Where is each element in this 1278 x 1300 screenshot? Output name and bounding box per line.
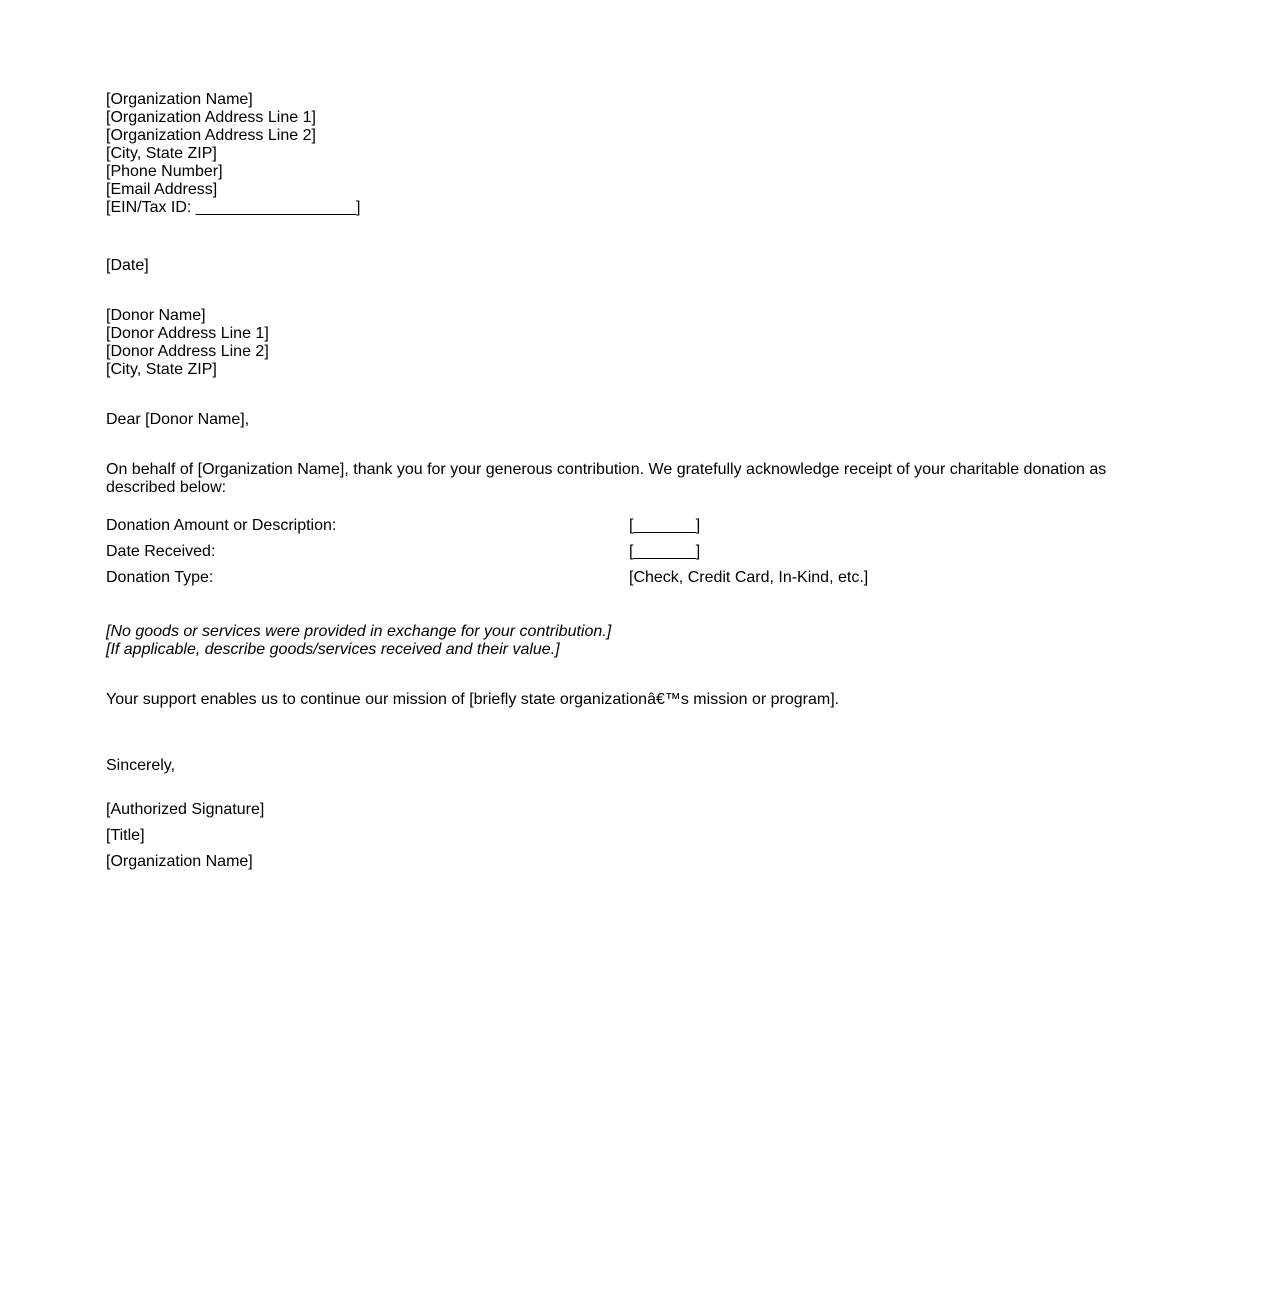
notes-block bbox=[106, 623, 611, 659]
sender-city-state-zip: [City, State ZIP] bbox=[106, 145, 217, 162]
sender-org-name: [Organization Name] bbox=[106, 91, 253, 108]
detail-label: Donation Type: bbox=[106, 569, 214, 586]
mission-paragraph: Your support enables us to continue our mission of [briefly state organizationâ€™s mission or program]. bbox=[106, 691, 840, 708]
note-no-goods: [No goods or services were provided in exchange for your contribution.] bbox=[106, 623, 612, 640]
donation-details bbox=[106, 513, 1106, 591]
intro-paragraph: On behalf of [Organization Name], thank you for your generous contribution. We gratefully acknowledge receipt of your charitable donation as described below: bbox=[106, 461, 1107, 496]
donor-name: [Donor Name] bbox=[106, 307, 206, 324]
sender-address-line-1: [Organization Address Line 1] bbox=[106, 109, 316, 126]
sender-ein: [EIN/Tax ID: __________________] bbox=[106, 199, 361, 216]
sender-phone: [Phone Number] bbox=[106, 163, 223, 180]
donor-address-line-1: [Donor Address Line 1] bbox=[106, 325, 269, 342]
detail-row-amount bbox=[106, 513, 1106, 539]
salutation: Dear [Donor Name], bbox=[106, 411, 250, 428]
sender-address-line-2: [Organization Address Line 2] bbox=[106, 127, 316, 144]
signer-title: [Title] bbox=[106, 827, 145, 844]
sender-address-block bbox=[106, 91, 360, 217]
detail-row-type bbox=[106, 565, 1106, 591]
donor-city-state-zip: [City, State ZIP] bbox=[106, 361, 217, 378]
detail-label: Donation Amount or Description: bbox=[106, 517, 337, 534]
detail-label: Date Received: bbox=[106, 543, 216, 560]
detail-value: [_______] bbox=[629, 517, 701, 534]
letter-date: [Date] bbox=[106, 257, 149, 274]
detail-row-date bbox=[106, 539, 1106, 565]
detail-value: [Check, Credit Card, In-Kind, etc.] bbox=[629, 569, 869, 586]
closing: Sincerely, bbox=[106, 757, 176, 774]
signature-block bbox=[106, 797, 264, 875]
donor-address-line-2: [Donor Address Line 2] bbox=[106, 343, 269, 360]
sender-email: [Email Address] bbox=[106, 181, 218, 198]
detail-value: [_______] bbox=[629, 543, 701, 560]
signer-org-name: [Organization Name] bbox=[106, 853, 253, 870]
note-goods-value: [If applicable, describe goods/services received and their value.] bbox=[106, 641, 560, 658]
recipient-address-block bbox=[106, 307, 269, 379]
authorized-signature: [Authorized Signature] bbox=[106, 801, 265, 818]
